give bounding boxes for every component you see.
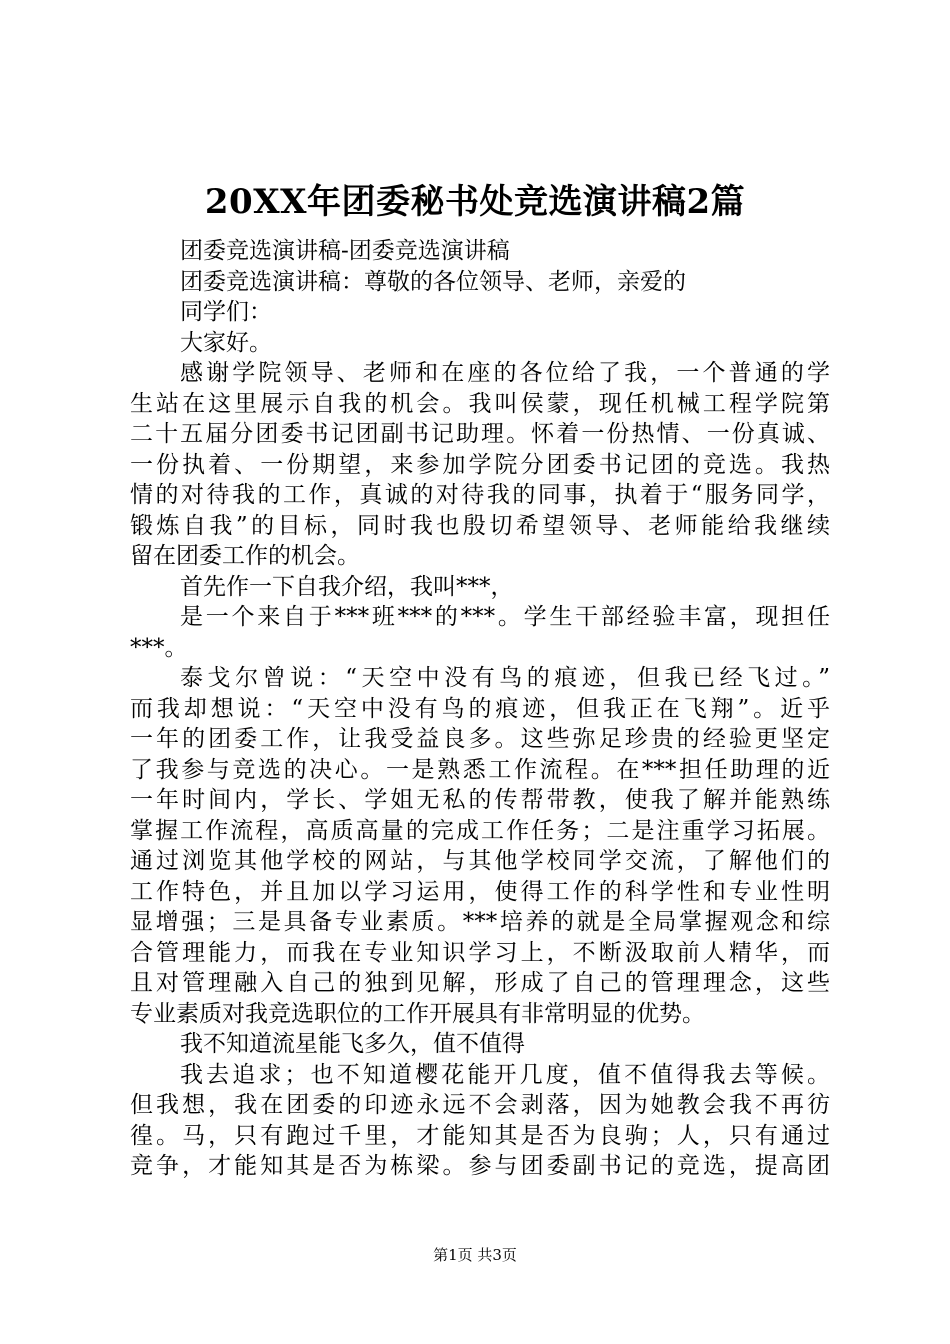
paragraph-line: 泰戈尔曾说：“天空中没有鸟的痕迹，但我已经飞过。” bbox=[180, 665, 830, 691]
paragraph-line: 通过浏览其他学校的网站，与其他学校同学交流，了解他们的 bbox=[130, 848, 830, 874]
paragraph-line: 团委竞选演讲稿-团委竞选演讲稿 bbox=[180, 238, 510, 264]
paragraph-line: 且对管理融入自己的独到见解，形成了自己的管理理念，这些 bbox=[130, 970, 830, 996]
paragraph-line: 情的对待我的工作，真诚的对待我的同事，执着于“服务同学， bbox=[130, 482, 830, 508]
paragraph-line: 生站在这里展示自我的机会。我叫侯蒙，现任机械工程学院第 bbox=[130, 390, 830, 417]
paragraph-line: 我去追求；也不知道樱花能开几度，值不值得我去等候。 bbox=[180, 1061, 830, 1088]
paragraph-line: 团委竞选演讲稿：尊敬的各位领导、老师，亲爱的 bbox=[180, 268, 686, 295]
paragraph-line: 二十五届分团委书记团副书记助理。怀着一份热情、一份真诚、 bbox=[130, 421, 830, 447]
paragraph-line: 同学们： bbox=[180, 299, 272, 325]
page-footer: 第1页 共3页 bbox=[433, 1246, 517, 1264]
paragraph-line: 了我参与竞选的决心。一是熟悉工作流程。在***担任助理的近 bbox=[130, 756, 830, 783]
paragraph-line: 而我却想说：“天空中没有鸟的痕迹，但我正在飞翔”。近乎 bbox=[130, 695, 830, 722]
paragraph-line: 专业素质对我竞选职位的工作开展具有非常明显的优势。 bbox=[130, 1000, 705, 1027]
paragraph-line: 显增强；三是具备专业素质。***培养的就是全局掌握观念和综 bbox=[130, 909, 830, 935]
paragraph-line: 留在团委工作的机会。 bbox=[130, 543, 360, 569]
paragraph-line: 感谢学院领导、老师和在座的各位给了我，一个普通的学 bbox=[180, 360, 830, 386]
document-body bbox=[130, 236, 830, 1182]
document-title: 20XX年团委秘书处竞选演讲稿2篇 bbox=[204, 182, 746, 222]
paragraph-line: 一年的团委工作，让我受益良多。这些弥足珍贵的经验更坚定 bbox=[130, 726, 830, 752]
paragraph-line: 工作特色，并且加以学习运用，使得工作的科学性和专业性明 bbox=[130, 878, 830, 905]
paragraph-line: 我不知道流星能飞多久，值不值得 bbox=[180, 1031, 525, 1057]
paragraph-line: 竞争，才能知其是否为栋梁。参与团委副书记的竞选，提高团 bbox=[130, 1153, 830, 1179]
paragraph-line: 锻炼自我”的目标，同时我也殷切希望领导、老师能给我继续 bbox=[130, 512, 830, 539]
paragraph-line: 一份执着、一份期望，来参加学院分团委书记团的竞选。我热 bbox=[130, 451, 830, 478]
paragraph-line: 掌握工作流程，高质高量的完成工作任务；二是注重学习拓展。 bbox=[130, 817, 830, 844]
paragraph-line: 徨。马，只有跑过千里，才能知其是否为良驹；人，只有通过 bbox=[130, 1122, 830, 1149]
paragraph-line: 首先作一下自我介绍，我叫***， bbox=[180, 573, 514, 600]
paragraph-line: 但我想，我在团委的印迹永远不会剥落，因为她教会我不再彷 bbox=[130, 1092, 830, 1118]
paragraph-line: 大家好。 bbox=[180, 329, 272, 356]
paragraph-line: 一年时间内，学长、学姐无私的传帮带教，使我了解并能熟练 bbox=[130, 787, 830, 813]
paragraph-line: 合管理能力，而我在专业知识学习上，不断汲取前人精华，而 bbox=[130, 939, 830, 966]
paragraph-line: ***。 bbox=[130, 634, 188, 661]
paragraph-line: 是一个来自于***班***的***。学生干部经验丰富，现担任 bbox=[180, 604, 830, 630]
